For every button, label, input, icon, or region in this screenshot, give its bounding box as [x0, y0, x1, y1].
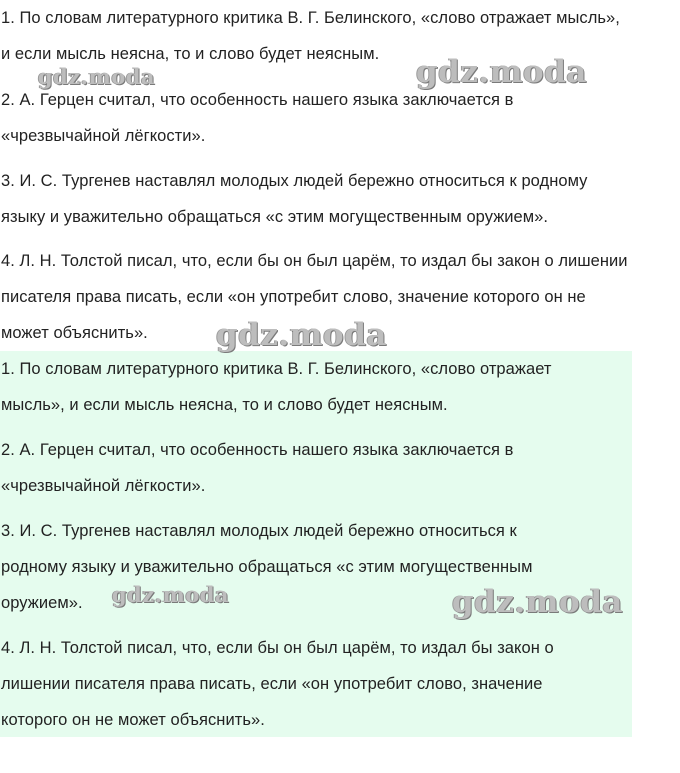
paragraph-1	[0, 0, 620, 72]
paragraph-line: оружием».	[1, 594, 83, 612]
paragraph-line: мысль», и если мысль неясна, то и слово будет неясным.	[1, 396, 448, 414]
paragraph-line: 2. А. Герцен считал, что особенность нашего языка заключается в	[1, 441, 514, 459]
paragraph-line: может объяснить».	[1, 324, 148, 342]
paragraph-line: которого он не может объяснить».	[1, 711, 265, 729]
highlighted-paragraph-1	[0, 351, 551, 423]
highlighted-paragraph-3	[0, 513, 532, 621]
highlighted-paragraph-2	[0, 432, 513, 504]
highlighted-answer-block	[0, 351, 632, 737]
highlighted-paragraph-4	[0, 630, 554, 738]
watermark-logo: gdz.moda	[112, 582, 230, 607]
paragraph-line: 3. И. С. Тургенев наставлял молодых людей бережно относиться к	[1, 522, 517, 540]
paragraph-line: 4. Л. Н. Толстой писал, что, если бы он был царём, то издал бы закон о	[1, 639, 554, 657]
watermark-logo: gdz.moda	[452, 584, 623, 620]
paragraph-line: 4. Л. Н. Толстой писал, что, если бы он был царём, то издал бы закон о лишении	[1, 252, 628, 270]
paragraph-4	[0, 243, 628, 351]
paragraph-line: писателя права писать, если «он употребит слово, значение которого он не	[1, 288, 586, 306]
paragraph-3	[0, 163, 587, 235]
paragraph-line: 2. А. Герцен считал, что особенность нашего языка заключается в	[1, 91, 514, 109]
paragraph-line: лишении писателя права писать, если «он употребит слово, значение	[1, 675, 543, 693]
paragraph-line: «чрезвычайной лёгкости».	[1, 127, 206, 145]
paragraph-line: родному языку и уважительно обращаться «с этим могущественным	[1, 558, 533, 576]
paragraph-line: «чрезвычайной лёгкости».	[1, 477, 206, 495]
paragraph-line: 1. По словам литературного критика В. Г. Белинского, «слово отражает	[1, 360, 552, 378]
watermark-logo: gdz.moda	[416, 54, 587, 90]
watermark-logo: gdz.moda	[38, 64, 156, 89]
paragraph-line: 1. По словам литературного критика В. Г. Белинского, «слово отражает мысль»,	[1, 9, 620, 27]
paragraph-line: 3. И. С. Тургенев наставлял молодых людей бережно относиться к родному	[1, 172, 588, 190]
paragraph-2	[0, 82, 513, 154]
paragraph-line: и если мысль неясна, то и слово будет неясным.	[1, 45, 380, 63]
watermark-logo: gdz.moda	[216, 317, 387, 353]
paragraph-line: языку и уважительно обращаться «с этим могущественным оружием».	[1, 208, 549, 226]
